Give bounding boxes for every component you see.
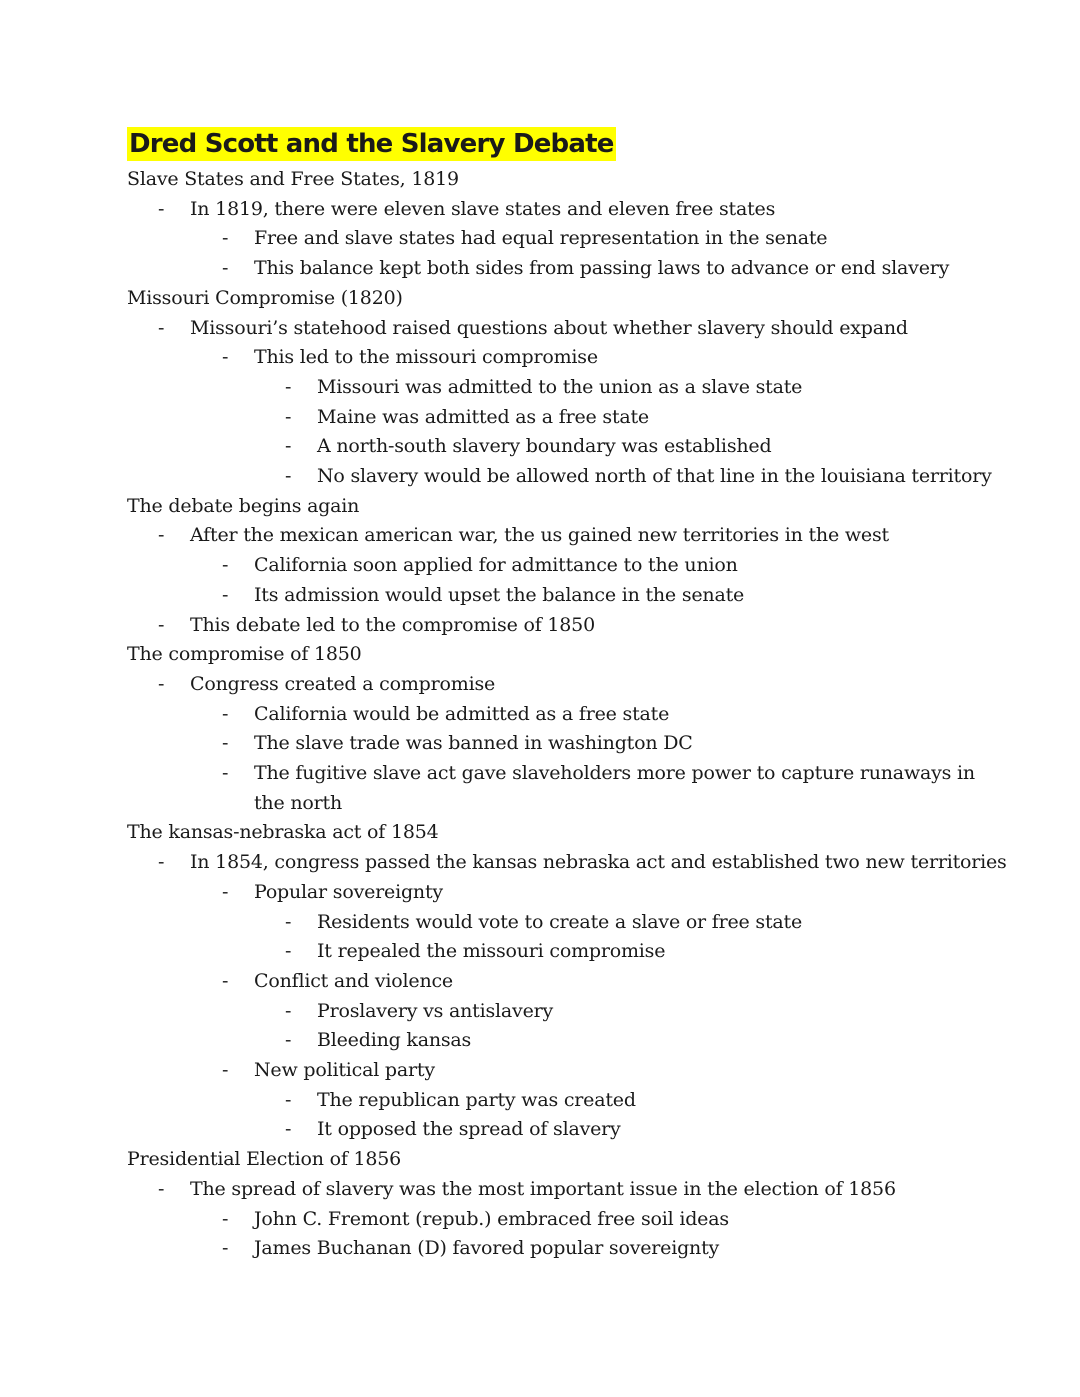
list-item: Maine was admitted as a free state (317, 405, 649, 428)
list-item: Congress created a compromise (190, 672, 496, 695)
list-item: Residents would vote to create a slave or free state (317, 910, 803, 933)
bullet-dash: - (222, 227, 229, 250)
bullet-dash: - (222, 1207, 229, 1230)
bullet-dash: - (158, 851, 165, 874)
list-item: John C. Fremont (repub.) embraced free soil ideas (254, 1207, 729, 1230)
bullet-dash: - (285, 999, 292, 1022)
section-heading: Missouri Compromise (1820) (127, 286, 403, 309)
list-item: In 1819, there were eleven slave states and eleven free states (190, 197, 776, 220)
section-heading: Slave States and Free States, 1819 (127, 168, 459, 190)
bullet-dash: - (285, 1118, 292, 1141)
list-item: This led to the missouri compromise (254, 346, 598, 369)
list-item: The fugitive slave act gave slaveholders more power to capture runaways in (254, 762, 975, 784)
list-item: Missouri’s statehood raised questions about whether slavery should expand (190, 316, 908, 339)
list-item: This debate led to the compromise of 1850 (190, 613, 595, 636)
bullet-dash: - (285, 1029, 292, 1052)
bullet-dash: - (222, 346, 229, 369)
bullet-dash: - (222, 554, 229, 577)
list-item: No slavery would be allowed north of that line in the louisiana territory (317, 465, 992, 487)
list-item: After the mexican american war, the us gained new territories in the west (190, 524, 889, 547)
list-item: The spread of slavery was the most important issue in the election of 1856 (190, 1177, 896, 1200)
bullet-dash: - (222, 732, 229, 755)
bullet-dash: - (285, 465, 292, 487)
section-heading: The kansas-nebraska act of 1854 (127, 821, 439, 844)
list-item: New political party (254, 1059, 435, 1081)
list-item-continuation: the north (254, 791, 342, 814)
bullet-dash: - (285, 940, 292, 963)
list-item: Popular sovereignty (254, 880, 443, 903)
section-heading: Presidential Election of 1856 (127, 1148, 402, 1171)
list-item: Proslavery vs antislavery (317, 999, 554, 1022)
list-item: James Buchanan (D) favored popular sovereignty (254, 1237, 720, 1260)
list-item: It repealed the missouri compromise (317, 940, 666, 963)
bullet-dash: - (158, 197, 165, 220)
bullet-dash: - (222, 257, 229, 280)
list-item: Missouri was admitted to the union as a slave state (317, 375, 803, 398)
list-item: This balance kept both sides from passing laws to advance or end slavery (254, 257, 950, 280)
bullet-dash: - (158, 613, 165, 636)
page-title: Dred Scott and the Slavery Debate (129, 129, 614, 159)
bullet-dash: - (158, 672, 165, 695)
bullet-dash: - (222, 1237, 229, 1260)
list-item: Free and slave states had equal representation in the senate (254, 227, 828, 250)
bullet-dash: - (222, 969, 229, 992)
bullet-dash: - (222, 1059, 229, 1081)
bullet-dash: - (285, 435, 292, 458)
bullet-dash: - (222, 762, 229, 784)
bullet-dash: - (285, 1088, 292, 1111)
bullet-dash: - (158, 316, 165, 339)
bullet-dash: - (222, 880, 229, 903)
section-heading: The compromise of 1850 (127, 643, 362, 666)
list-item: California soon applied for admittance to the union (254, 554, 738, 577)
list-item: Conflict and violence (254, 969, 453, 992)
bullet-dash: - (158, 1177, 165, 1200)
list-item: In 1854, congress passed the kansas nebraska act and established two new territories (190, 851, 1007, 874)
list-item: The slave trade was banned in washington DC (254, 732, 693, 755)
list-item: The republican party was created (317, 1088, 636, 1111)
bullet-dash: - (285, 375, 292, 398)
bullet-dash: - (285, 910, 292, 933)
list-item: It opposed the spread of slavery (317, 1118, 621, 1141)
section-heading: The debate begins again (127, 494, 360, 517)
bullet-dash: - (158, 524, 165, 547)
list-item: A north-south slavery boundary was established (317, 435, 772, 458)
list-item: Its admission would upset the balance in the senate (254, 583, 745, 606)
list-item: Bleeding kansas (317, 1029, 472, 1052)
bullet-dash: - (285, 405, 292, 428)
list-item: California would be admitted as a free state (254, 702, 670, 725)
bullet-dash: - (222, 702, 229, 725)
bullet-dash: - (222, 583, 229, 606)
